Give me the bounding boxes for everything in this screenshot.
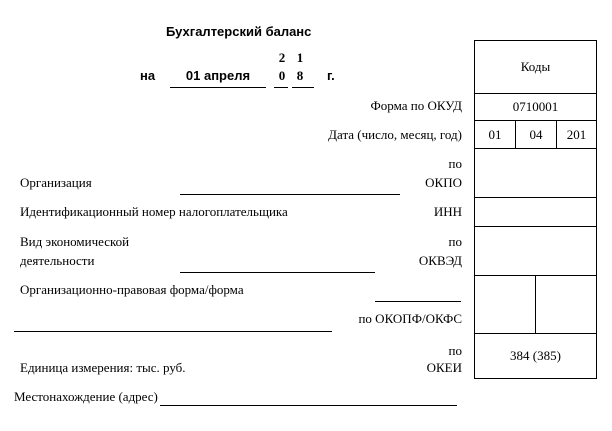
- codes-header-row: [475, 41, 596, 93]
- okpo-label: ОКПО: [425, 175, 462, 190]
- okopf-code-row: [475, 275, 596, 333]
- year-digit-top-2: 1: [296, 50, 304, 65]
- activity-underline: [180, 272, 375, 273]
- year-digit-bottom-1: 0: [278, 68, 286, 83]
- year-underline-2: [292, 87, 314, 88]
- okved-code-row: [475, 226, 596, 275]
- okud-code-row: [475, 93, 596, 120]
- okved-label: ОКВЭД: [418, 253, 462, 268]
- okei-code-row: [475, 333, 596, 378]
- okei-label-top: по: [448, 343, 462, 358]
- okpo-code-row: [475, 148, 596, 197]
- okopf-divider: [535, 276, 536, 333]
- date-prefix: на: [140, 68, 156, 83]
- inn-label: Идентификационный номер налогоплательщика: [20, 204, 288, 219]
- okei-label: ОКЕИ: [426, 360, 462, 375]
- year-digit-bottom-2: 8: [296, 68, 304, 83]
- organization-underline: [180, 194, 400, 195]
- date-code-row: [475, 120, 596, 148]
- date-row-label: Дата (число, месяц, год): [328, 127, 462, 142]
- report-date: 01 апреля: [185, 68, 251, 83]
- date-underline: [170, 87, 266, 88]
- year-digit-top-1: 2: [278, 50, 286, 65]
- activity-label-line1: Вид экономической: [20, 234, 130, 249]
- year-underline-1: [274, 87, 288, 88]
- okud-code: 0710001: [512, 99, 559, 114]
- legal-form-label: Организационно-правовая форма/форма: [20, 282, 244, 297]
- okopf-label: по ОКОПФ/ОКФС: [358, 311, 462, 326]
- okud-label: Форма по ОКУД: [370, 98, 462, 113]
- legal-form-underline-2: [14, 331, 332, 332]
- year-suffix: г.: [327, 68, 335, 83]
- okved-label-top: по: [448, 234, 462, 249]
- legal-form-underline-1: [375, 301, 461, 302]
- codes-table: [474, 40, 597, 379]
- okei-code: 384 (385): [510, 348, 561, 363]
- unit-label: Единица измерения: тыс. руб.: [20, 360, 186, 375]
- okpo-label-top: по: [448, 156, 462, 171]
- date-month: 04: [515, 121, 557, 148]
- inn-code-row: [475, 197, 596, 226]
- activity-label-line2: деятельности: [20, 253, 95, 268]
- organization-label: Организация: [20, 175, 92, 190]
- address-label: Местонахождение (адрес): [14, 389, 158, 404]
- document-title: Бухгалтерский баланс: [166, 24, 312, 39]
- inn-code-label: ИНН: [433, 204, 462, 219]
- address-underline: [160, 405, 457, 406]
- codes-header: Коды: [520, 59, 551, 74]
- date-day: 01: [488, 126, 502, 142]
- date-year: 201: [566, 126, 587, 142]
